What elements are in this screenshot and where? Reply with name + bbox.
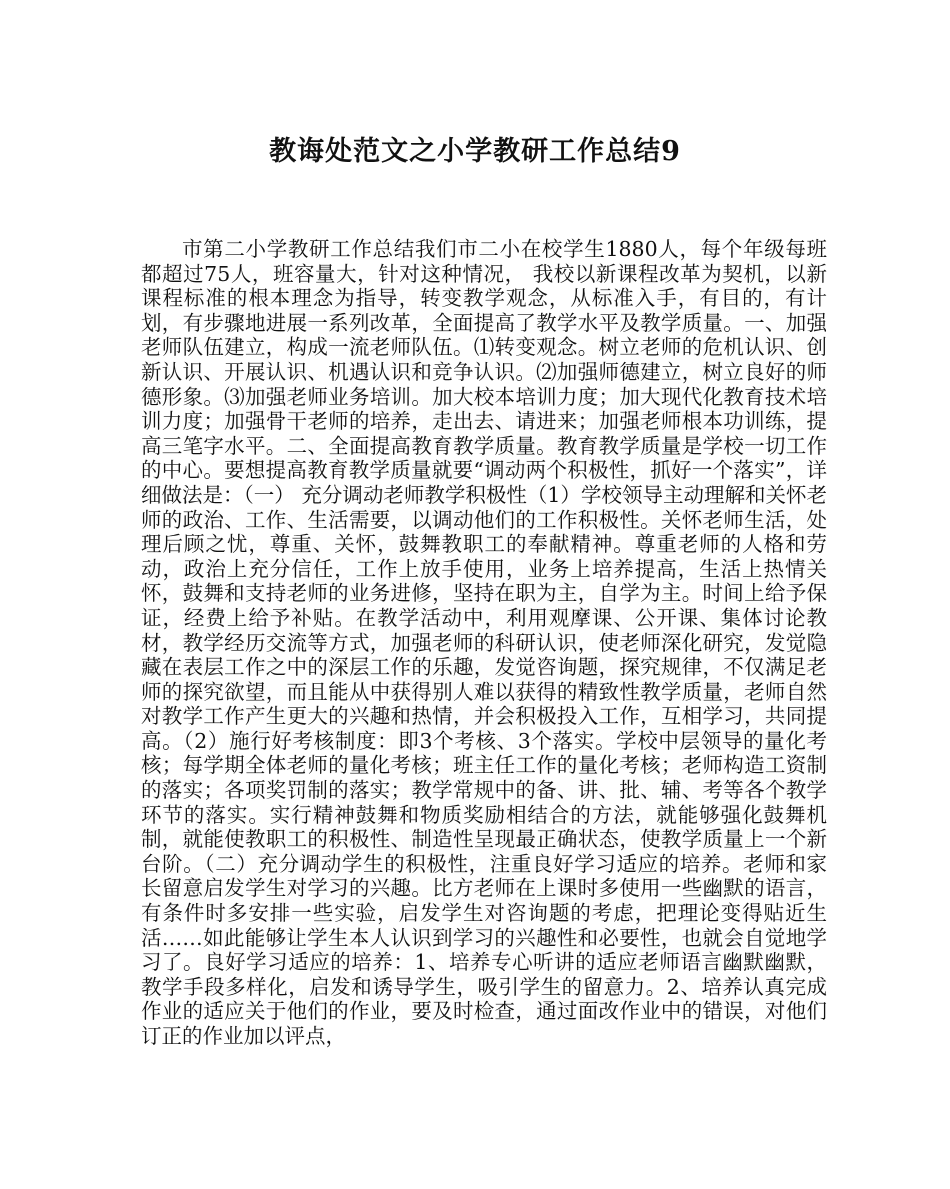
document-title: 教诲处范文之小学教研工作总结9 [269,136,681,167]
document-body-paragraph: 市第二小学教研工作总结我们市二小在校学生1880人，每个年级每班都超过75人，班容量大，针对这种情况， 我校以新课程改革为契机，以新课程标准的根本理念为指导，转变教学观念，从标准入手，有目的，有计划，有步骤地进展一系列改革，全面提高了教学水平及教学质量。一、加强老师队伍建立，构成一流老师队伍。⑴转变观念。树立老师的危机认识、创新认识、开展认识、机遇认识和竞争认识。⑵加强师德建立，树立良好的师德形象。⑶加强老师业务培训。加大校本培训力度；加大现代化教育技术培训力度；加强骨干老师的培养，走出去、请进来；加强老师根本功训练，提高三笔字水平。二、全面提高教育教学质量。教育教学质量是学校一切工作的中心。要想提高教育教学质量就要“调动两个积极性，抓好一个落实”，详细做法是：（一） 充分调动老师教学积极性（1）学校领导主动理解和关怀老师的政治、工作、生活需要，以调动他们的工作积极性。关怀老师生活，处理后顾之忧，尊重、关怀，鼓舞教职工的奉献精神。尊重老师的人格和劳动，政治上充分信任，工作上放手使用，业务上培养提高，生活上热情关怀，鼓舞和支持老师的业务进修，坚持在职为主，自学为主。时间上给予保证，经费上给予补贴。在教学活动中，利用观摩课、公开课、集体讨论教材，教学经历交流等方式，加强老师的科研认识，使老师深化研究，发觉隐藏在表层工作之中的深层工作的乐趣，发觉咨询题，探究规律，不仅满足老师的探究欲望，而且能从中获得别人难以获得的精致性教学质量，老师自然对教学工作产生更大的兴趣和热情，并会积极投入工作，互相学习，共同提高。（2）施行好考核制度：即3个考核、3个落实。学校中层领导的量化考核；每学期全体老师的量化考核；班主任工作的量化考核；老师构造工资制的落实；各项奖罚制的落实；教学常规中的备、讲、批、辅、考等各个教学环节的落实。实行精神鼓舞和物质奖励相结合的方法，就能够强化鼓舞机制，就能使教职工的积极性、制造性呈现最正确状态，使教学质量上一个新台阶。（二）充分调动学生的积极性，注重良好学习适应的培养。老师和家长留意启发学生对学习的兴趣。比方老师在上课时多使用一些幽默的语言，有条件时多安排一些实验，启发学生对咨询题的考虑，把理论变得贴近生活……如此能够让学生本人认识到学习的兴趣性和必要性，也就会自觉地学习了。良好学习适应的培养：1、培养专心听讲的适应老师语言幽默幽默，教学手段多样化，启发和诱导学生，吸引学生的留意力。2、培养认真完成作业的适应关于他们的作业，要及时检查，通过面改作业中的错误，对他们订正的作业加以评点， [141,237,827,1048]
